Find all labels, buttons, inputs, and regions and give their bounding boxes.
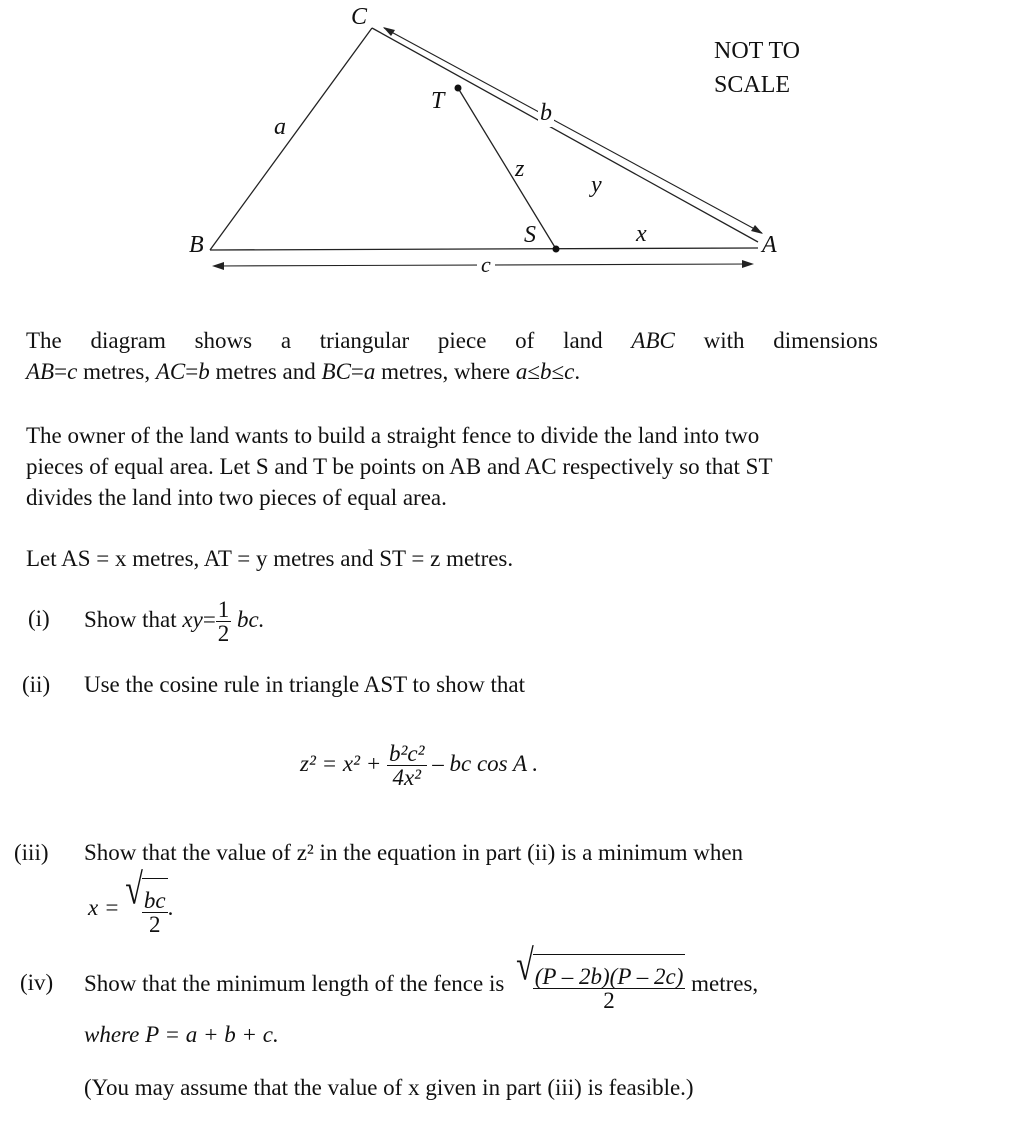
dimension-b — [384, 28, 762, 233]
fraction-b2c2-over-4x2: $\frac{\text{b²c²}}{\text{4x²}}$ — [389, 741, 425, 791]
note-line-1: NOT TO — [714, 38, 801, 64]
part-iv-number: (iv) — [20, 970, 54, 995]
fence-line-1: The owner of the land wants to build a straight fence to divide the land into two — [26, 423, 760, 448]
label-s: S — [524, 222, 536, 248]
side-ca — [372, 28, 758, 242]
note-line-2: SCALE — [714, 72, 791, 98]
part-iii-number: (iii) — [14, 840, 49, 865]
part-ii-number: (ii) — [22, 672, 51, 697]
arrowhead-c-right — [742, 260, 754, 268]
fence-line-2: pieces of equal area. Let S and T be points on AB and AC respectively so that ST — [26, 454, 773, 479]
triangle-diagram — [0, 0, 1018, 290]
label-a-vertex: A — [762, 232, 777, 258]
part-i-rhs: bc. — [237, 607, 265, 632]
part-ii-text: Use the cosine rule in triangle AST to show that — [84, 672, 525, 697]
cosine-equation: z² = x² + $\frac{\text{b²c²}}{\text{4x²}}$ – bc cos A . — [300, 741, 539, 791]
sqrt-bc-over-2: √ $\frac{bc}{2}$ — [125, 878, 167, 941]
part-i-text: Show that xy= $\frac{1}{2}$ bc. — [84, 597, 265, 647]
label-t: T — [431, 88, 445, 114]
fraction-one-half: $\frac{1}{2}$ — [217, 597, 230, 647]
label-b: b — [540, 100, 552, 126]
let-line: Let AS = x metres, AT = y metres and ST = z metres. — [26, 546, 514, 571]
part-i-lhs: xy — [182, 607, 203, 632]
point-t — [455, 85, 462, 92]
intro-line-1: The diagram shows a triangular piece of land ABC with dimensions — [26, 328, 879, 353]
label-b-vertex: B — [189, 232, 204, 258]
label-c: c — [477, 252, 495, 278]
part-iii-x-value: x = √ $\frac{bc}{2}$ . — [88, 878, 173, 941]
part-iv-text: Show that the minimum length of the fence is √ $\frac{(P - 2b)(P - 2c)}{2}$ metres, — [84, 954, 758, 1017]
side-ba — [210, 248, 758, 250]
arrowhead-c-left — [212, 262, 224, 270]
point-s — [553, 246, 560, 253]
part-iii-text: Show that the value of z² in the equation in part (ii) is a minimum when — [84, 840, 744, 865]
intro-paragraph — [26, 325, 878, 387]
sqrt-min-fence: √ $\frac{(P - 2b)(P - 2c)}{2}$ — [516, 954, 685, 1017]
part-iv-where: where P = a + b + c. — [84, 1022, 279, 1047]
label-y: y — [591, 172, 602, 198]
label-a: a — [274, 114, 286, 140]
intro-line-2: AB=c metres, AC=b metres and BC=a metres, where a≤b≤c. — [26, 359, 581, 384]
part-i-number: (i) — [28, 606, 50, 631]
fence-paragraph — [26, 420, 878, 513]
not-to-scale-note — [714, 34, 800, 102]
part-iv-note: (You may assume that the value of x given in part (iii) is feasible.) — [84, 1075, 694, 1100]
fence-line-3: divides the land into two pieces of equal area. — [26, 485, 447, 510]
label-x: x — [636, 221, 647, 247]
label-z: z — [515, 156, 525, 182]
side-bc — [210, 28, 372, 250]
label-c-vertex: C — [351, 4, 368, 30]
